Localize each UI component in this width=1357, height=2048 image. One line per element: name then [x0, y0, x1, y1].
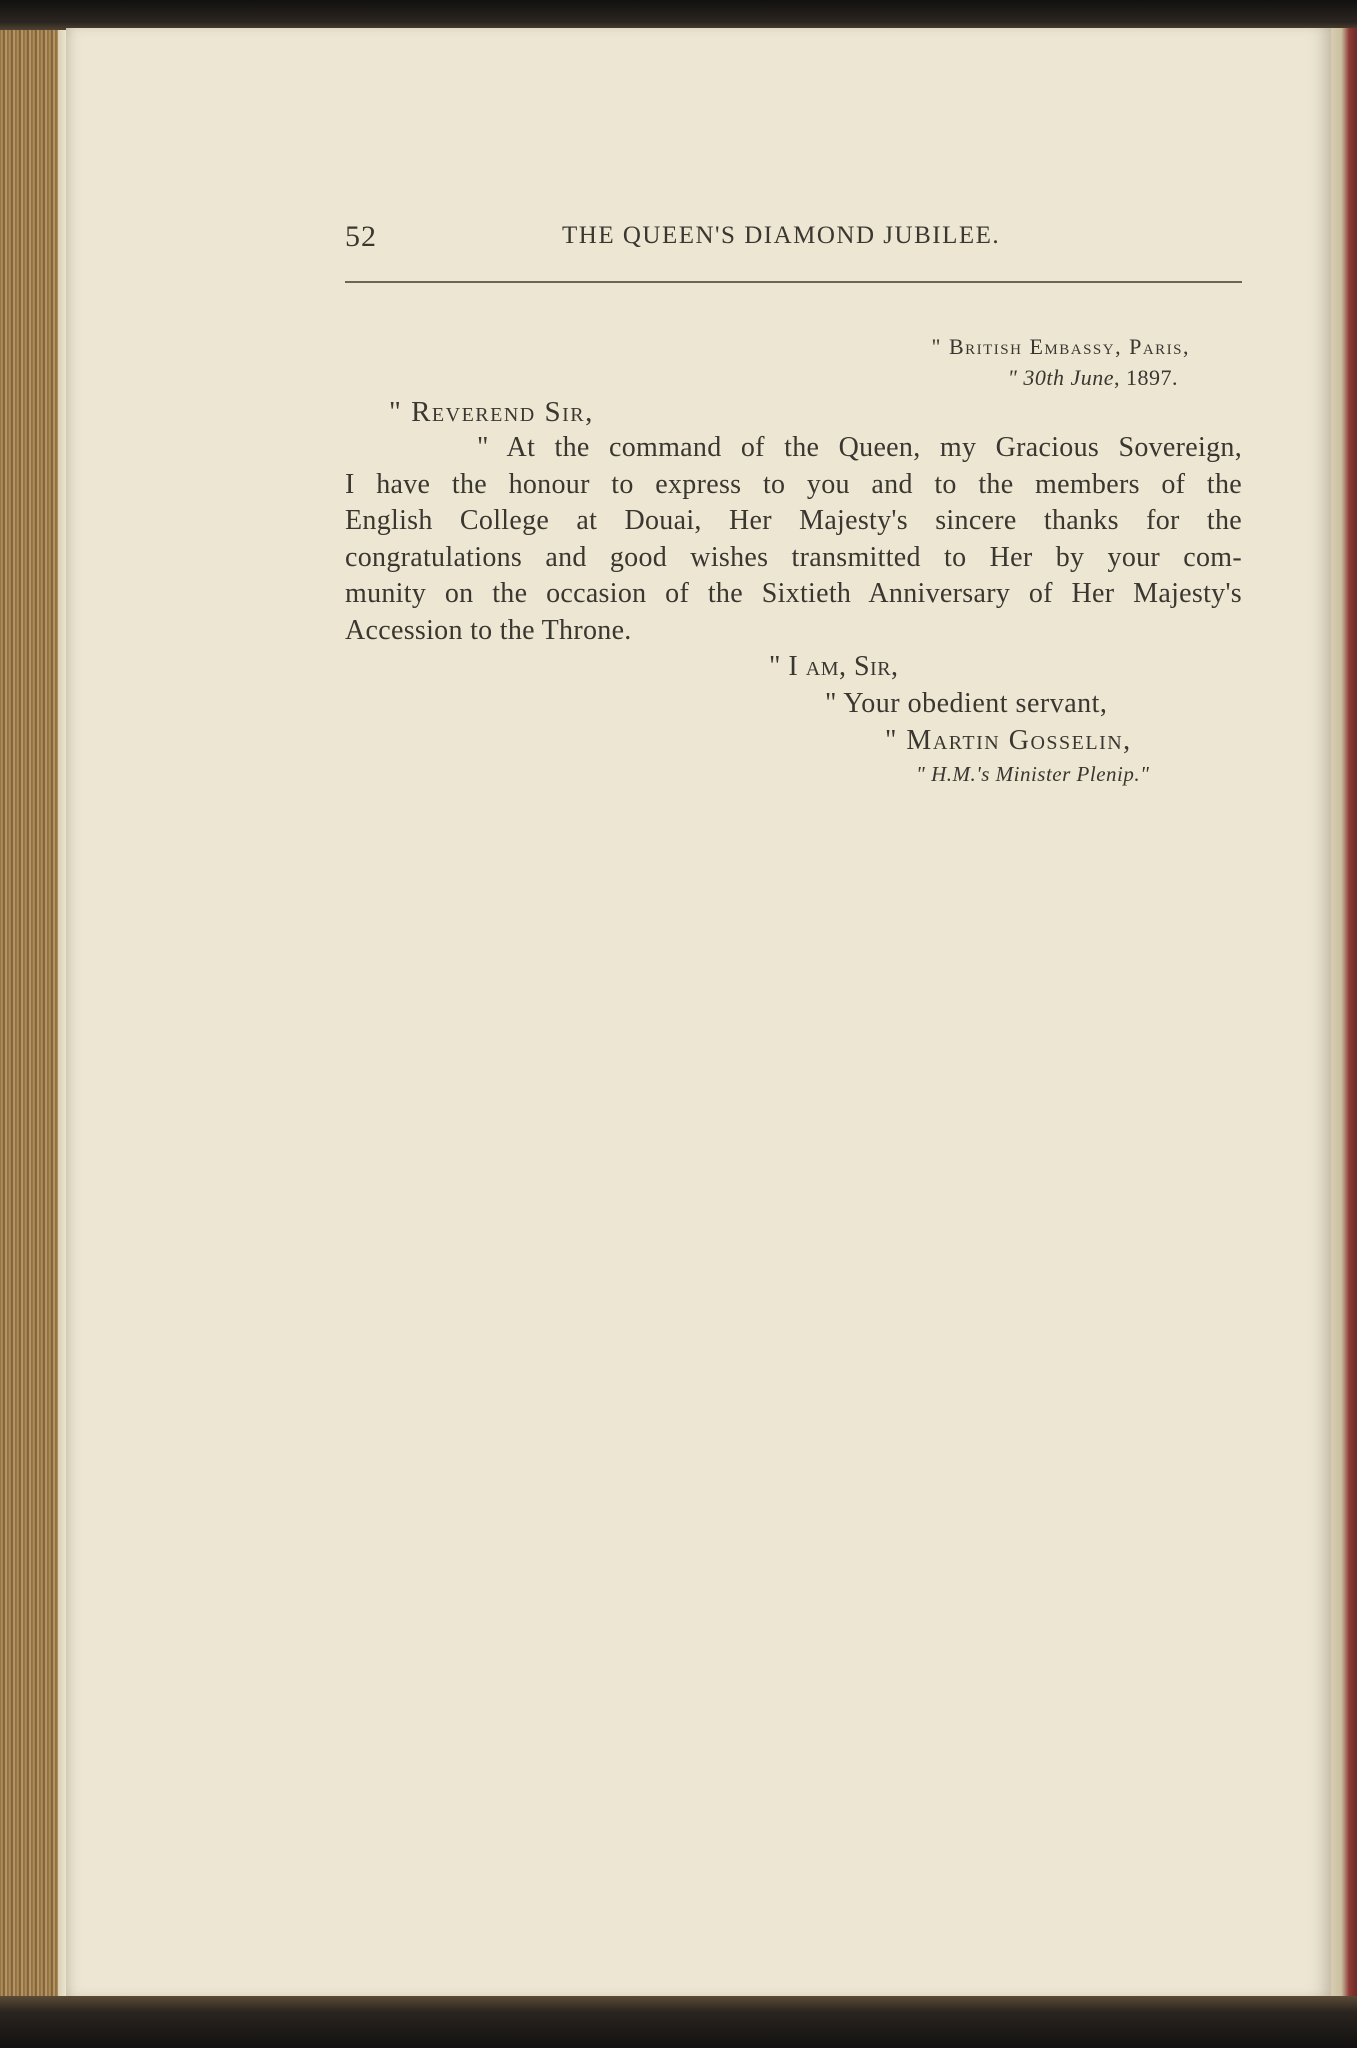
- letter-body-line: " At the command of the Queen, my Gracious Sovereign,: [477, 432, 1242, 463]
- letter-address: " British Embassy, Paris,: [931, 334, 1190, 359]
- letter-date-year: , 1897.: [1114, 365, 1178, 390]
- book-binding-bottom: [0, 1996, 1357, 2048]
- letter-signature: " Martin Gosselin,: [885, 725, 1132, 756]
- book-page: [66, 28, 1331, 1996]
- header-rule: [345, 281, 1242, 283]
- page-number: 52: [345, 220, 377, 253]
- letter-signature-title: " H.M.'s Minister Plenip.": [916, 762, 1150, 786]
- letter-closing-servant: " Your obedient servant,: [825, 688, 1108, 719]
- letter-body-line: munity on the occasion of the Sixtieth Anniversary of Her Majesty's: [345, 578, 1242, 609]
- letter-body: [345, 430, 1242, 649]
- letter-salutation: " Reverend Sir,: [389, 396, 594, 428]
- letter-date: [1008, 365, 1178, 391]
- letter-body-line: congratulations and good wishes transmitted to Her by your com-: [345, 541, 1242, 573]
- letter-closing: " I am, Sir,: [769, 651, 899, 682]
- book-page-edges: [0, 30, 66, 2002]
- book-right-edge: [1331, 28, 1357, 2003]
- text-block: [345, 28, 1242, 1996]
- running-head: [345, 220, 1242, 260]
- letter-date-day-month: " 30th June: [1007, 365, 1114, 390]
- letter-body-line: English College at Douai, Her Majesty's sincere thanks for the: [345, 505, 1242, 536]
- letter-body-line: Accession to the Throne.: [345, 614, 632, 646]
- running-head-title: THE QUEEN'S DIAMOND JUBILEE.: [562, 222, 1001, 249]
- letter-body-line: I have the honour to express to you and to the members of the: [345, 468, 1242, 500]
